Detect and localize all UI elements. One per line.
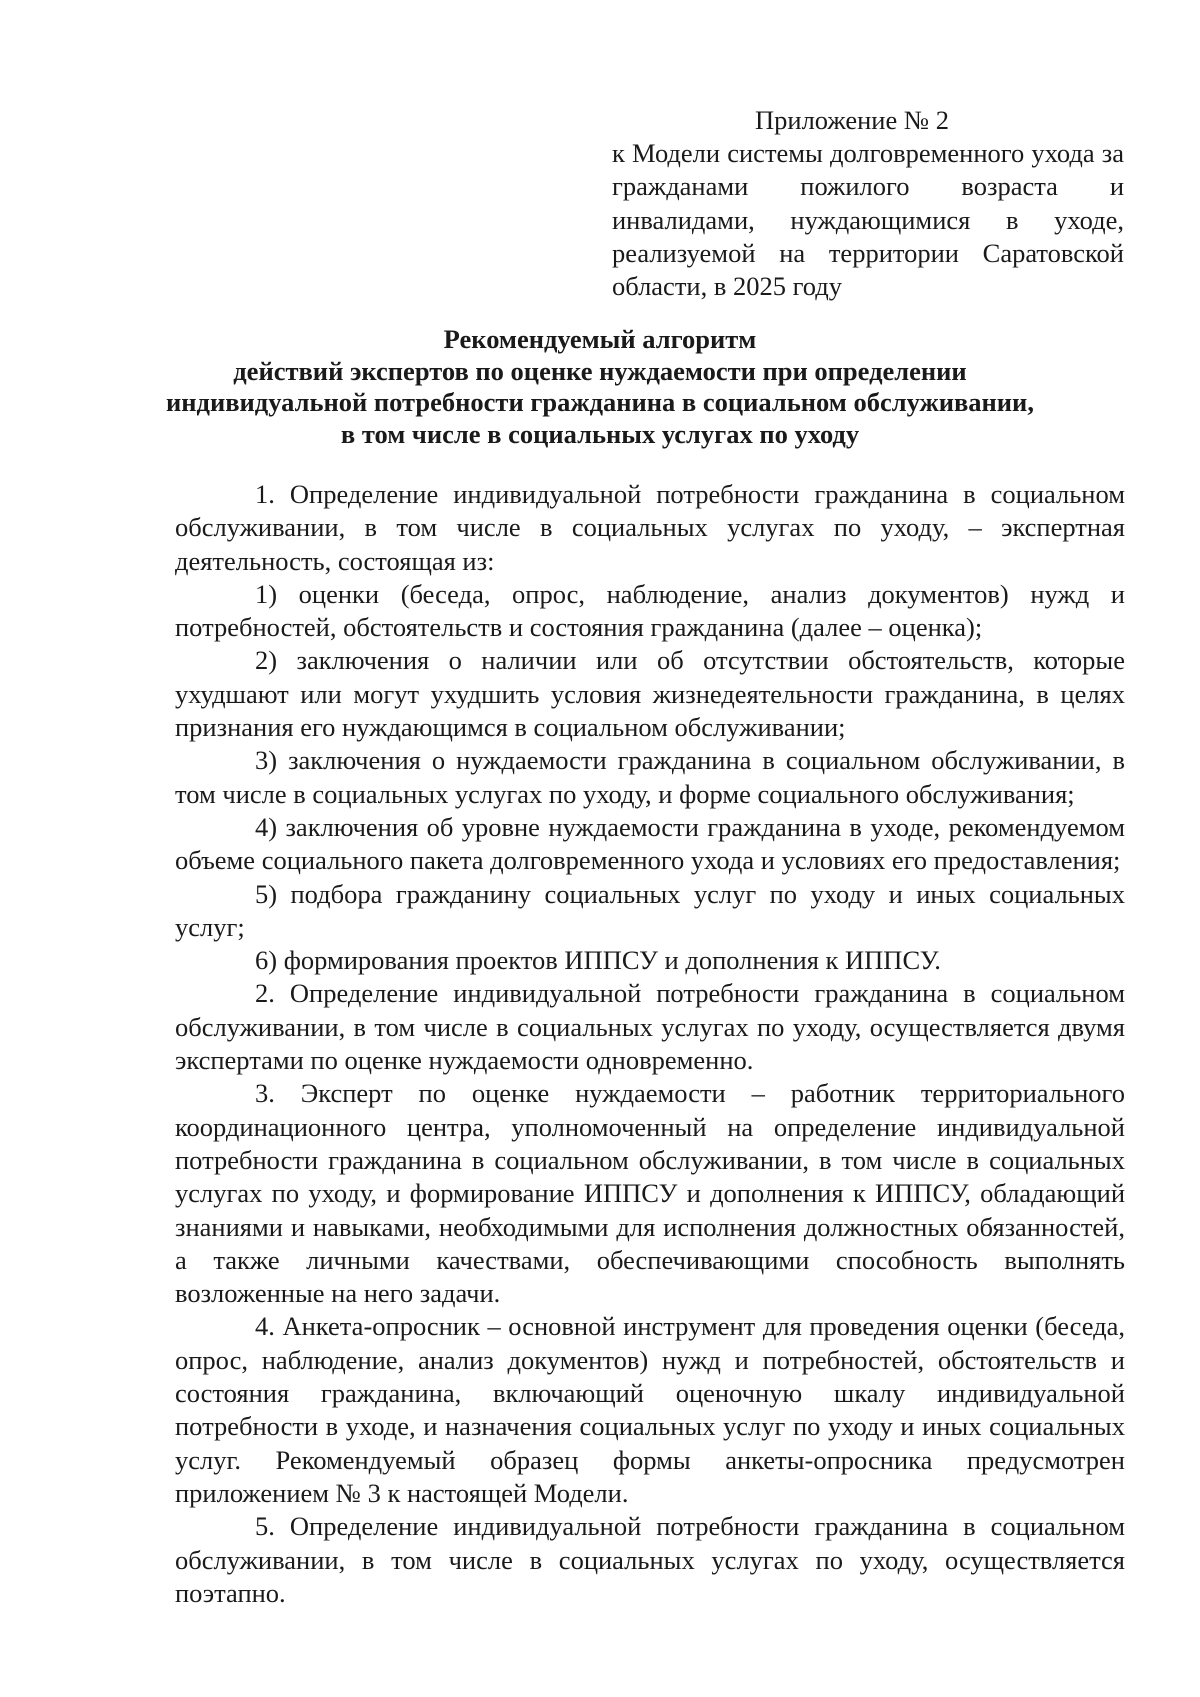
- document-body: [175, 478, 1125, 1610]
- list-item-3: 3) заключения о нуждаемости гражданина в социальном обслуживании, в том числе в социальных услугах по уходу, и форме социального обслуживания;: [175, 745, 1125, 809]
- list-item-2: 2) заключения о наличии или об отсутствии обстоятельств, которые ухудшают или могут ухудшить условия жизнедеятельности гражданина, в целях признания его нуждающимся в социальном обслуживании;: [175, 645, 1125, 743]
- paragraph-2: 2. Определение индивидуальной потребности гражданина в социальном обслуживании, в том числе в социальных услугах по уходу, осуществляется двумя экспертами по оценке нуждаемости одновременно.: [175, 978, 1125, 1076]
- list-item-6: 6) формирования проектов ИППСУ и дополнения к ИППСУ.: [255, 945, 941, 976]
- list-item-5: 5) подбора гражданину социальных услуг по уходу и иных социальных услуг;: [175, 878, 1125, 942]
- appendix-reference: к Модели системы долговременного ухода за гражданами пожилого возраста и инвалидами, нуждающимися в уходе, реализуемой на территории Саратовской области, в 2025 году: [612, 138, 1124, 302]
- list-item-1: 1) оценки (беседа, опрос, наблюдение, анализ документов) нужд и потребностей, обстоятельств и состояния гражданина (далее – оценка);: [175, 578, 1125, 643]
- title-line: в том числе в социальных услугах по уходу: [340, 419, 860, 450]
- paragraph-4: 4. Анкета-опросник – основной инструмент для проведения оценки (беседа, опрос, наблюдение, анализ документов) нужд и потребностей, обстоятельств и состояния гражданина, включающий оценочную шкалу индивидуальной потребности в уходе, и назначения социальных услуг по уходу и иных социальных услуг. Рекомендуемый образец формы анкеты-опросника предусмотрен приложением № 3 к настоящей Модели.: [175, 1311, 1125, 1508]
- appendix-header: [612, 104, 1124, 303]
- list-item-4: 4) заключения об уровне нуждаемости гражданина в уходе, рекомендуемом объеме социального пакета долговременного ухода и условиях его предоставления;: [175, 811, 1125, 876]
- appendix-number: Приложение № 2: [755, 105, 950, 135]
- paragraph-1: 1. Определение индивидуальной потребности гражданина в социальном обслуживании, в том числе в социальных услугах по уходу, – экспертная деятельность, состоящая из:: [175, 479, 1125, 576]
- title-line: действий экспертов по оценке нуждаемости при определении: [233, 355, 967, 386]
- title-line: Рекомендуемый алгоритм: [443, 324, 757, 354]
- paragraph-5: 5. Определение индивидуальной потребности гражданина в социальном обслуживании, в том числе в социальных услугах по уходу, осуществляется поэтапно.: [175, 1511, 1125, 1608]
- title-line: индивидуальной потребности гражданина в социальном обслуживании,: [166, 387, 1034, 418]
- paragraph-3: 3. Эксперт по оценке нуждаемости – работник территориального координационного центра, уполномоченный на определение индивидуальной потребности гражданина в социальном обслуживании, в том числе в социальных услугах по уходу, и формирование ИППСУ и дополнения к ИППСУ, обладающий знаниями и навыками, необходимыми для исполнения должностных обязанностей, а также личными качествами, обеспечивающими способность выполнять возложенные на него задачи.: [175, 1078, 1125, 1309]
- document-title: [150, 324, 1050, 451]
